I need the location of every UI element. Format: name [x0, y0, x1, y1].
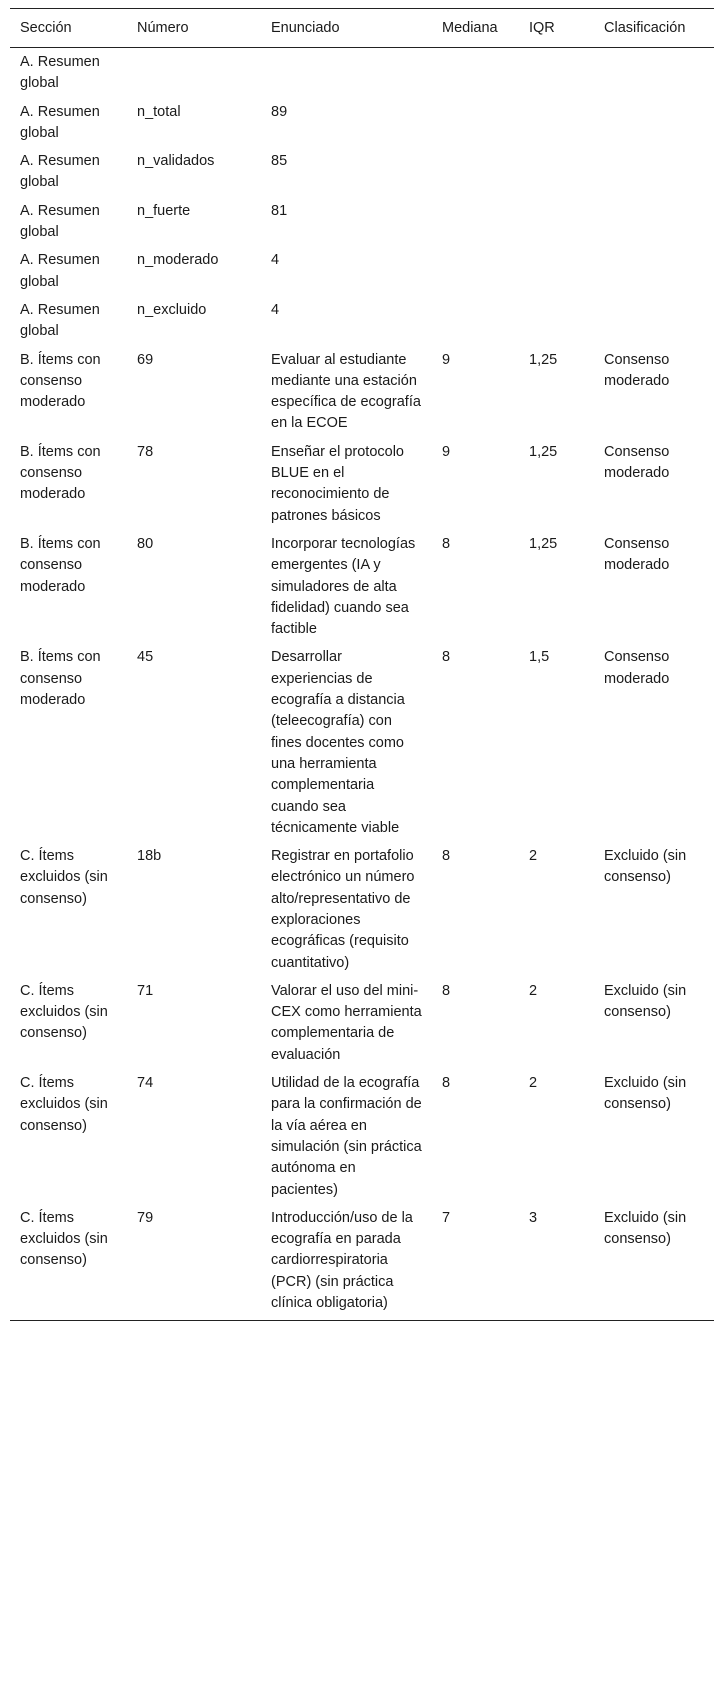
cell-mediana: 7: [432, 1204, 519, 1321]
cell-numero: [127, 48, 261, 98]
cell-clasificacion: [594, 197, 714, 247]
cell-iqr: 1,25: [529, 443, 558, 460]
cell-enunciado: 4: [271, 301, 280, 318]
table-row: [10, 246, 714, 296]
cell-enunciado: 81: [271, 202, 288, 219]
cell-mediana: 8: [442, 535, 451, 552]
cell-seccion: A. Resumen global: [20, 252, 100, 290]
cell-seccion: C. Ítems excluidos (sin consenso): [20, 982, 108, 1042]
cell-seccion: B. Ítems con consenso moderado: [20, 351, 101, 411]
cell-mediana: [432, 296, 519, 346]
cell-enunciado: Incorporar tecnologías emergentes (IA y simuladores de alta fidelidad) cuando sea factible: [271, 535, 416, 638]
cell-numero: n_fuerte: [137, 202, 191, 219]
table-row: [10, 147, 714, 197]
cell-numero: n_total: [137, 103, 181, 120]
cell-iqr: [519, 246, 594, 296]
cell-numero: n_validados: [137, 153, 215, 170]
cell-iqr: 1,25: [529, 351, 558, 368]
table-row: [10, 977, 714, 1069]
table-body: [10, 48, 714, 1321]
cell-mediana: [432, 48, 519, 98]
cell-iqr: 2: [529, 848, 538, 865]
cell-numero: n_excluido: [137, 301, 207, 318]
cell-numero: n_moderado: [137, 252, 219, 269]
cell-clasificacion: Excluido (sin consenso): [604, 982, 687, 1021]
cell-seccion: A. Resumen global: [20, 301, 100, 340]
cell-mediana: 8: [442, 848, 451, 865]
cell-enunciado: Utilidad de la ecografía para la confirmación de la vía aérea en simulación (sin práctica autónoma en pacientes): [271, 1075, 422, 1198]
cell-iqr: [519, 147, 594, 197]
cell-clasificacion: Consenso moderado: [604, 535, 670, 574]
cell-seccion: C. Ítems excluidos (sin consenso): [20, 848, 108, 907]
cell-mediana: [432, 197, 519, 247]
cell-iqr: 1,5: [529, 649, 550, 666]
header-clasificacion: Clasificación: [594, 9, 714, 48]
cell-enunciado: Enseñar el protocolo BLUE en el reconocimiento de patrones básicos: [271, 443, 404, 524]
cell-numero: 74: [137, 1075, 154, 1092]
cell-iqr: [519, 98, 594, 148]
cell-seccion: A. Resumen global: [20, 202, 100, 241]
results-table: [10, 8, 714, 1321]
cell-seccion: B. Ítems con consenso moderado: [20, 535, 101, 595]
cell-numero: 79: [127, 1204, 261, 1321]
cell-mediana: 9: [442, 351, 451, 368]
cell-clasificacion: Excluido (sin consenso): [604, 1075, 687, 1113]
cell-mediana: 8: [442, 1075, 451, 1092]
table-row: [10, 48, 714, 98]
cell-iqr: 2: [529, 1075, 538, 1092]
results-table-container: [10, 8, 714, 1321]
cell-seccion: A. Resumen global: [20, 103, 100, 141]
cell-iqr: 2: [529, 982, 538, 999]
cell-mediana: 9: [442, 443, 451, 460]
header-row: [10, 9, 714, 48]
cell-iqr: [519, 296, 594, 346]
table-row: [10, 530, 714, 643]
cell-seccion: B. Ítems con consenso moderado: [20, 649, 101, 709]
cell-enunciado: Evaluar al estudiante mediante una estación específica de ecografía en la ECOE: [271, 351, 421, 432]
table-row: [10, 438, 714, 530]
cell-mediana: 8: [442, 649, 451, 666]
table-row: [10, 197, 714, 247]
cell-seccion: A. Resumen global: [20, 54, 100, 92]
cell-mediana: [432, 246, 519, 296]
cell-enunciado: 4: [271, 252, 280, 269]
cell-enunciado: Desarrollar experiencias de ecografía a distancia (teleecografía) con fines docentes como una herramienta complementaria cuando sea técnicamente viable: [271, 649, 405, 836]
table-row: [10, 98, 714, 148]
table-row: [10, 1069, 714, 1204]
cell-numero: 80: [137, 535, 154, 552]
cell-mediana: [432, 147, 519, 197]
cell-numero: 71: [137, 982, 154, 999]
cell-seccion: C. Ítems excluidos (sin consenso): [20, 1075, 108, 1134]
header-mediana: Mediana: [432, 9, 519, 48]
table-row: [10, 296, 714, 346]
table-row: [10, 643, 714, 842]
cell-numero: 45: [137, 649, 154, 666]
header-iqr: IQR: [519, 9, 594, 48]
cell-enunciado: 89: [271, 103, 288, 120]
cell-mediana: 8: [442, 982, 451, 999]
cell-clasificacion: [594, 98, 714, 148]
header-enunciado: Enunciado: [261, 9, 432, 48]
cell-clasificacion: [594, 147, 714, 197]
cell-clasificacion: Consenso moderado: [604, 649, 670, 687]
cell-enunciado: Registrar en portafolio electrónico un número alto/representativo de exploraciones ecográficas (requisito cuantitativo): [271, 848, 415, 971]
cell-enunciado: 85: [271, 153, 288, 170]
cell-clasificacion: [594, 48, 714, 98]
header-seccion: Sección: [10, 9, 127, 48]
header-numero: Número: [127, 9, 261, 48]
cell-clasificacion: Excluido (sin consenso): [594, 1204, 714, 1321]
cell-iqr: 3: [519, 1204, 594, 1321]
cell-iqr: 1,25: [529, 535, 558, 552]
cell-clasificacion: Consenso moderado: [604, 351, 670, 389]
cell-clasificacion: Excluido (sin consenso): [604, 848, 687, 886]
cell-clasificacion: [594, 296, 714, 346]
table-row: [10, 1204, 714, 1321]
cell-numero: 69: [137, 351, 154, 368]
cell-enunciado: Introducción/uso de la ecografía en parada cardiorrespiratoria (PCR) (sin práctica clínica obligatoria): [261, 1204, 432, 1321]
cell-enunciado: Valorar el uso del mini-CEX como herramienta complementaria de evaluación: [271, 982, 422, 1063]
cell-seccion: A. Resumen global: [20, 153, 100, 191]
cell-clasificacion: Consenso moderado: [604, 443, 670, 482]
cell-clasificacion: [594, 246, 714, 296]
table-row: [10, 842, 714, 977]
cell-seccion: C. Ítems excluidos (sin consenso): [10, 1204, 127, 1321]
table-header: [10, 9, 714, 48]
cell-seccion: B. Ítems con consenso moderado: [20, 443, 101, 503]
cell-iqr: [519, 48, 594, 98]
cell-enunciado: [261, 48, 432, 98]
table-row: [10, 346, 714, 438]
cell-numero: 78: [137, 443, 154, 460]
cell-iqr: [519, 197, 594, 247]
cell-numero: 18b: [137, 848, 162, 865]
cell-mediana: [432, 98, 519, 148]
